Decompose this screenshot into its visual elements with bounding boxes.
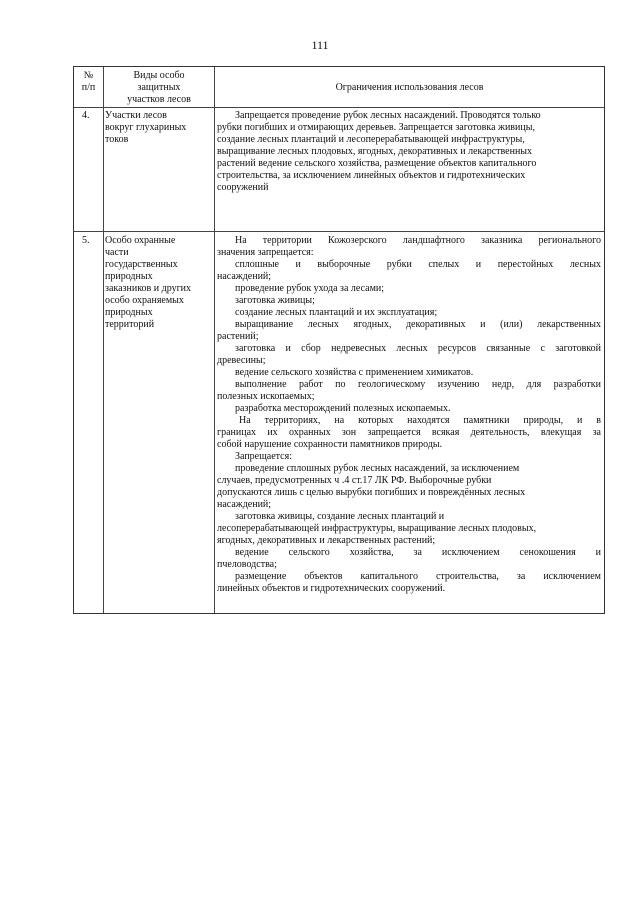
restriction-line: размещение объектов капитального строительства, за исключением — [235, 571, 601, 582]
header-type-line: защитных — [137, 82, 181, 93]
row-type-line: заказников и других — [105, 283, 192, 294]
restriction-line: На территории Кожозерского ландшафтного заказника регионального — [235, 235, 601, 246]
header-number-line: № — [83, 70, 94, 81]
restriction-line: Запрещается проведение рубок лесных насаждений. Проводятся только — [235, 110, 541, 121]
header-restrictions: Ограничения использования лесов — [335, 82, 484, 93]
restriction-line: заготовка и сбор недревесных лесных ресурсов связанные с заготовкой — [235, 343, 601, 354]
header-type-line: участков лесов — [127, 94, 191, 105]
restriction-line: растений; — [217, 331, 259, 342]
header-type-line: Виды особо — [133, 70, 185, 81]
restriction-line: разработка месторождений полезных ископаемых. — [235, 403, 451, 414]
row-type-line: токов — [105, 134, 129, 145]
restrictions-table — [73, 66, 605, 614]
restriction-line: рубки погибших и отмирающих деревьев. Запрещается заготовка живицы, — [217, 122, 535, 133]
row-type-line: особо охраняемых — [105, 295, 184, 306]
restriction-line: заготовка живицы, создание лесных плантаций и — [235, 511, 445, 522]
restriction-line: лесоперерабатывающей инфраструктуры, выращивание лесных плодовых, — [217, 523, 537, 534]
row-divider — [74, 231, 604, 232]
column-divider — [214, 67, 215, 613]
restriction-line: ведение сельского хозяйства, за исключением сенокошения и — [235, 547, 601, 558]
restriction-line: полезных ископаемых; — [217, 391, 315, 402]
restriction-line: На территориях, на которых находятся памятники природы, и в — [239, 415, 601, 426]
restriction-line: Запрещается: — [235, 451, 292, 462]
row-divider — [74, 107, 604, 108]
page-number: 111 — [311, 38, 329, 52]
restriction-line: границах их охранных зон запрещается всякая деятельность, влекущая за — [217, 427, 601, 438]
restriction-line: древесины; — [217, 355, 266, 366]
restriction-line: насаждений; — [217, 499, 272, 510]
restriction-line: линейных объектов и гидротехнических сооружений. — [217, 583, 446, 594]
restriction-line: строительства, за исключением линейных объектов и гидротехнических — [217, 170, 526, 181]
restriction-line: ягодных, декоративных и лекарственных растений; — [217, 535, 436, 546]
restriction-line: ведение сельского хозяйства с применением химикатов. — [235, 367, 474, 378]
restriction-line: сооружений — [217, 182, 269, 193]
restriction-line: выращивание лесных плодовых, ягодных, декоративных и лекарственных — [217, 146, 533, 157]
restriction-line: создание лесных плантаций и лесоперерабатывающей инфраструктуры, — [217, 134, 525, 145]
restriction-line: заготовка живицы; — [235, 295, 315, 306]
restriction-line: проведение рубок ухода за лесами; — [235, 283, 385, 294]
row-type-line: природных — [105, 271, 153, 282]
row-type-line: Особо охранные — [105, 235, 176, 246]
restriction-line: насаждений; — [217, 271, 272, 282]
row-type-line: государственных — [105, 259, 178, 270]
row-type-line: территорий — [105, 319, 155, 330]
restriction-line: пчеловодства; — [217, 559, 277, 570]
row-number: 5. — [82, 235, 90, 246]
header-number-line: п/п — [81, 82, 96, 93]
restriction-line: создание лесных плантаций и их эксплуатация; — [235, 307, 438, 318]
restriction-line: растений ведение сельского хозяйства, размещение объектов капитального — [217, 158, 537, 169]
row-type-line: вокруг глухариных — [105, 122, 187, 133]
restriction-line: сплошные и выборочные рубки спелых и перестойных лесных — [235, 259, 601, 270]
restriction-line: случаев, предусмотренных ч .4 ст.17 ЛК РФ. Выборочные рубки — [217, 475, 492, 486]
restriction-line: допускаются лишь с целью вырубки погибших и повреждённых лесных — [217, 487, 526, 498]
restriction-line: проведение сплошных рубок лесных насаждений, за исключением — [235, 463, 520, 474]
column-divider — [103, 67, 104, 613]
row-type-line: Участки лесов — [105, 110, 167, 121]
row-type-line: части — [105, 247, 129, 258]
row-type-line: природных — [105, 307, 153, 318]
row-number: 4. — [82, 110, 90, 121]
restriction-line: значения запрещается: — [217, 247, 314, 258]
restriction-line: собой нарушение сохранности памятников природы. — [217, 439, 443, 450]
restriction-line: выращивание лесных ягодных, декоративных и (или) лекарственных — [235, 319, 601, 330]
restriction-line: выполнение работ по геологическому изучению недр, для разработки — [235, 379, 601, 390]
